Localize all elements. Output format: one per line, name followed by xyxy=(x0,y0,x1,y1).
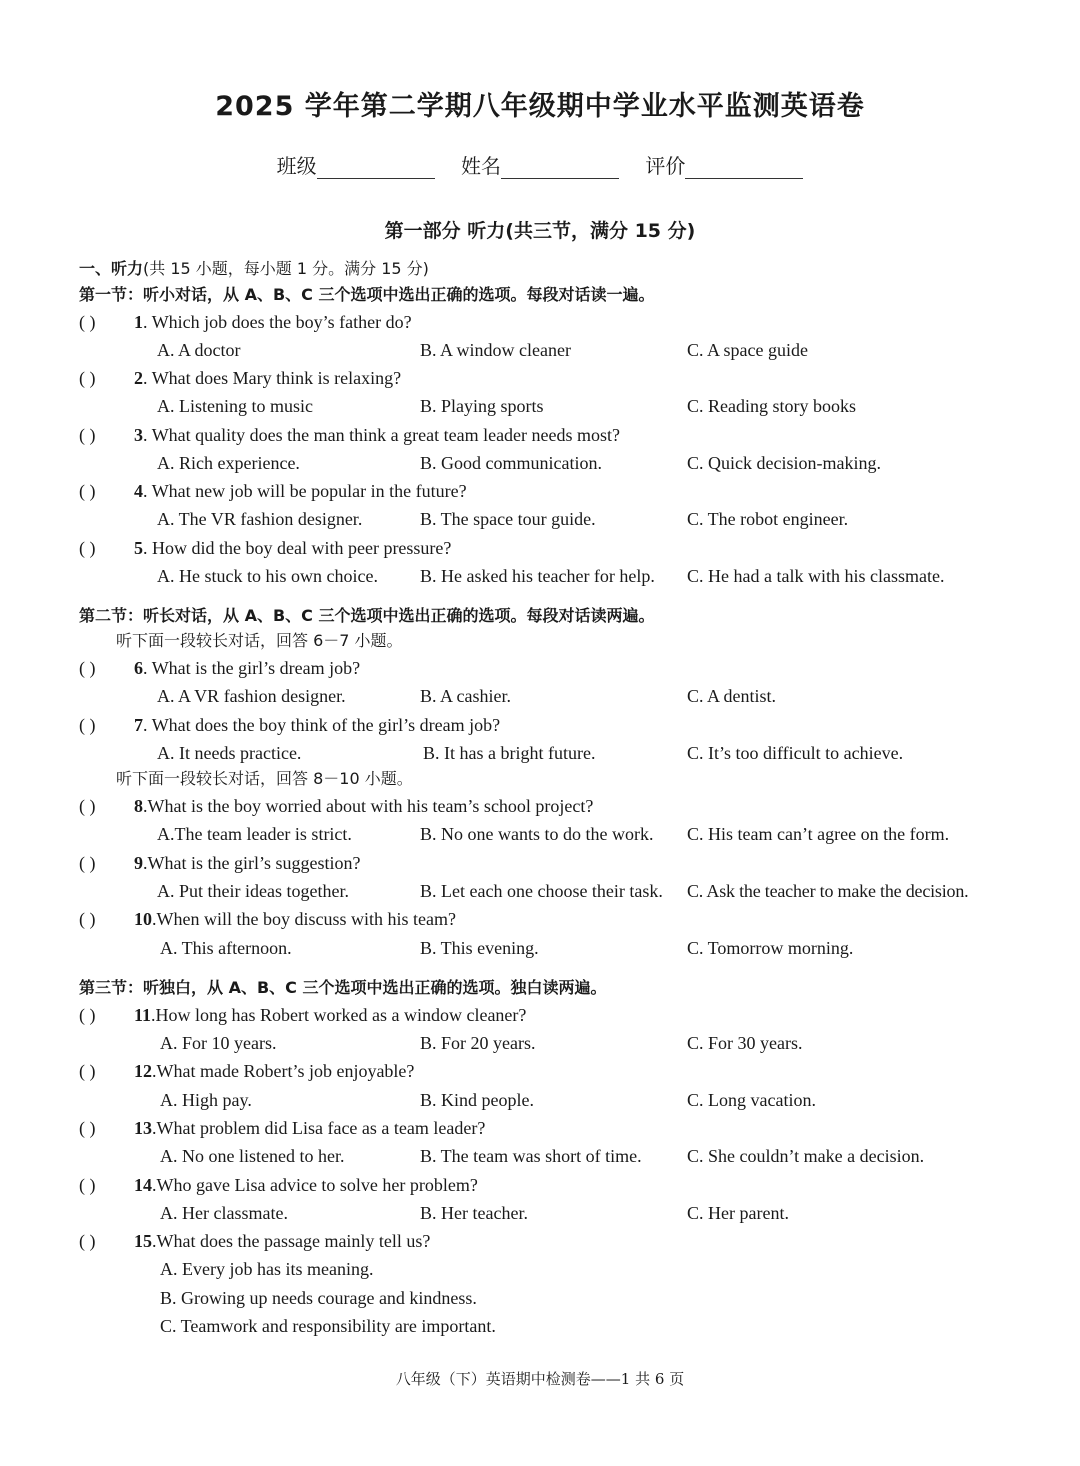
question-number: 12 xyxy=(134,1061,152,1081)
option-a[interactable]: A. High pay. xyxy=(160,1090,252,1110)
question-sep: . xyxy=(143,796,148,816)
question-text: What made Robert’s job enjoyable? xyxy=(156,1061,415,1081)
question-12 xyxy=(79,1060,414,1082)
option-c[interactable]: C. A space guide xyxy=(687,340,808,360)
answer-blank[interactable]: ( ) xyxy=(79,538,96,558)
answer-blank[interactable]: ( ) xyxy=(79,853,96,873)
option-b[interactable]: B. Playing sports xyxy=(420,396,544,416)
question-number: 8 xyxy=(134,796,143,816)
class-label: 班级 xyxy=(276,154,317,178)
question-text: What quality does the man think a great team leader needs most? xyxy=(151,425,621,445)
section-one-title: 第一节：听小对话，从 A、B、C 三个选项中选出正确的选项。每段对话读一遍。 xyxy=(79,285,655,304)
question-sep: . xyxy=(143,425,152,445)
question-number: 3 xyxy=(134,425,143,445)
question-1 xyxy=(79,311,412,333)
question-sep: . xyxy=(152,1231,157,1251)
question-5 xyxy=(79,537,451,559)
question-text: Which job does the boy’s father do? xyxy=(151,312,412,332)
option-b[interactable]: B. The space tour guide. xyxy=(420,509,596,529)
option-b[interactable]: B. Growing up needs courage and kindness. xyxy=(160,1288,477,1308)
option-a[interactable]: A. Put their ideas together. xyxy=(157,881,349,901)
question-sep: . xyxy=(143,658,152,678)
answer-blank[interactable]: ( ) xyxy=(79,368,96,388)
part-one-title: 第一部分 听力(共三节，满分 15 分) xyxy=(384,220,696,242)
option-a[interactable]: A. A doctor xyxy=(157,340,241,360)
option-b[interactable]: B. It has a bright future. xyxy=(423,743,596,763)
question-number: 11 xyxy=(134,1005,152,1025)
question-text: What does Mary think is relaxing? xyxy=(151,368,402,388)
option-c[interactable]: C. Teamwork and responsibility are important. xyxy=(160,1316,496,1336)
answer-blank[interactable]: ( ) xyxy=(79,1005,96,1025)
question-text: What is the boy worried about with his team’s school project? xyxy=(147,796,594,816)
option-b[interactable]: B. Let each one choose their task. xyxy=(420,881,663,901)
option-c[interactable]: C. Ask the teacher to make the decision. xyxy=(687,881,969,901)
question-8 xyxy=(79,795,593,817)
question-number: 13 xyxy=(134,1118,152,1138)
option-c[interactable]: C. The robot engineer. xyxy=(687,509,849,529)
option-b[interactable]: B. The team was short of time. xyxy=(420,1146,642,1166)
option-b[interactable]: B. Kind people. xyxy=(420,1090,534,1110)
option-c[interactable]: C. Her parent. xyxy=(687,1203,789,1223)
answer-blank[interactable]: ( ) xyxy=(79,425,96,445)
option-c[interactable]: C. A dentist. xyxy=(687,686,777,706)
listening-heading xyxy=(79,258,429,280)
answer-blank[interactable]: ( ) xyxy=(79,481,96,501)
question-number: 6 xyxy=(134,658,143,678)
question-number: 14 xyxy=(134,1175,152,1195)
section-three-title: 第三节：听独白，从 A、B、C 三个选项中选出正确的选项。独白读两遍。 xyxy=(79,978,607,997)
class-field[interactable] xyxy=(277,150,435,179)
answer-blank[interactable]: ( ) xyxy=(79,796,96,816)
question-2 xyxy=(79,367,401,389)
question-14 xyxy=(79,1174,478,1196)
section-two-note-2: 听下面一段较长对话，回答 8－10 小题。 xyxy=(116,769,413,788)
question-15 xyxy=(79,1230,430,1252)
section-two-note-1: 听下面一段较长对话，回答 6－7 小题。 xyxy=(116,631,403,650)
question-13 xyxy=(79,1117,485,1139)
answer-blank[interactable]: ( ) xyxy=(79,909,96,929)
question-4 xyxy=(79,480,467,502)
question-number: 15 xyxy=(134,1231,152,1251)
name-blank[interactable] xyxy=(501,158,619,179)
question-number: 4 xyxy=(134,481,143,501)
option-c[interactable]: C. Long vacation. xyxy=(687,1090,816,1110)
answer-blank[interactable]: ( ) xyxy=(79,1118,96,1138)
question-text: When will the boy discuss with his team? xyxy=(156,909,456,929)
class-blank[interactable] xyxy=(317,158,435,179)
question-3 xyxy=(79,424,620,446)
score-field[interactable] xyxy=(645,150,803,179)
option-c[interactable]: C. His team can’t agree on the form. xyxy=(687,824,950,844)
answer-blank[interactable]: ( ) xyxy=(79,312,96,332)
question-number: 7 xyxy=(134,715,143,735)
answer-blank[interactable]: ( ) xyxy=(79,1175,96,1195)
option-a[interactable]: A. Rich experience. xyxy=(157,453,300,473)
question-number: 1 xyxy=(134,312,143,332)
option-a[interactable]: A. For 10 years. xyxy=(160,1033,277,1053)
option-c[interactable]: C. For 30 years. xyxy=(687,1033,803,1053)
question-9 xyxy=(79,852,360,874)
option-a[interactable]: A. Listening to music xyxy=(157,396,313,416)
question-text: What problem did Lisa face as a team leader? xyxy=(156,1118,486,1138)
option-a[interactable]: A. A VR fashion designer. xyxy=(157,686,346,706)
question-text: How did the boy deal with peer pressure? xyxy=(152,538,452,558)
question-sep: . xyxy=(143,538,152,558)
question-11 xyxy=(79,1004,526,1026)
question-sep: . xyxy=(151,1005,156,1025)
option-a[interactable]: A. Her classmate. xyxy=(160,1203,288,1223)
option-b[interactable]: B. Good communication. xyxy=(420,453,602,473)
option-c[interactable]: C. Tomorrow morning. xyxy=(687,938,854,958)
listening-heading-bold: 一、听力 xyxy=(79,259,144,278)
question-sep: . xyxy=(152,1175,157,1195)
option-a[interactable]: A. Every job has its meaning. xyxy=(160,1259,374,1279)
option-a[interactable]: A. This afternoon. xyxy=(160,938,292,958)
option-a[interactable]: A. He stuck to his own choice. xyxy=(157,566,378,586)
question-number: 9 xyxy=(134,853,143,873)
question-7 xyxy=(79,714,500,736)
question-sep: . xyxy=(152,1118,157,1138)
name-label: 姓名 xyxy=(461,154,501,178)
option-c[interactable]: C. It’s too difficult to achieve. xyxy=(687,743,904,763)
question-text: Who gave Lisa advice to solve her problem? xyxy=(156,1175,478,1195)
name-field[interactable] xyxy=(461,150,619,179)
option-b[interactable]: B. For 20 years. xyxy=(420,1033,536,1053)
question-text: What new job will be popular in the future? xyxy=(151,481,467,501)
question-sep: . xyxy=(143,715,152,735)
option-c[interactable]: C. She couldn’t make a decision. xyxy=(687,1146,925,1166)
question-number: 2 xyxy=(134,368,143,388)
option-c[interactable]: C. He had a talk with his classmate. xyxy=(687,566,945,586)
exam-title: 2025 学年第二学期八年级期中学业水平监测英语卷 xyxy=(215,91,865,122)
score-blank[interactable] xyxy=(685,158,803,179)
option-b[interactable]: B. This evening. xyxy=(420,938,539,958)
section-two-title: 第二节：听长对话，从 A、B、C 三个选项中选出正确的选项。每段对话读两遍。 xyxy=(79,606,655,625)
option-b[interactable]: B. He asked his teacher for help. xyxy=(420,566,655,586)
question-10 xyxy=(79,908,456,930)
question-number: 10 xyxy=(134,909,152,929)
option-b[interactable]: B. A cashier. xyxy=(420,686,511,706)
question-text: How long has Robert worked as a window cleaner? xyxy=(155,1005,527,1025)
option-a[interactable]: A. It needs practice. xyxy=(157,743,302,763)
option-b[interactable]: B. No one wants to do the work. xyxy=(420,824,654,844)
student-info-row xyxy=(0,150,1080,179)
option-b[interactable]: B. Her teacher. xyxy=(420,1203,528,1223)
question-number: 5 xyxy=(134,538,143,558)
question-sep: . xyxy=(152,1061,157,1081)
question-sep: . xyxy=(143,853,148,873)
answer-blank[interactable]: ( ) xyxy=(79,1061,96,1081)
question-text: What does the boy think of the girl’s dream job? xyxy=(151,715,501,735)
question-6 xyxy=(79,657,360,679)
option-c[interactable]: C. Reading story books xyxy=(687,396,856,416)
question-sep: . xyxy=(152,909,157,929)
question-sep: . xyxy=(143,368,152,388)
question-text: What does the passage mainly tell us? xyxy=(156,1231,431,1251)
question-text: What is the girl’s suggestion? xyxy=(147,853,361,873)
option-c[interactable]: C. Quick decision-making. xyxy=(687,453,881,473)
answer-blank[interactable]: ( ) xyxy=(79,1231,96,1251)
question-sep: . xyxy=(143,312,152,332)
option-a[interactable]: A. No one listened to her. xyxy=(160,1146,345,1166)
answer-blank[interactable]: ( ) xyxy=(79,658,96,678)
option-a[interactable]: A. The VR fashion designer. xyxy=(157,509,363,529)
answer-blank[interactable]: ( ) xyxy=(79,715,96,735)
page-footer: 八年级（下）英语期中检测卷——1 共 6 页 xyxy=(395,1370,685,1388)
question-sep: . xyxy=(143,481,152,501)
listening-heading-rest: (共 15 小题，每小题 1 分。满分 15 分) xyxy=(143,259,429,278)
score-label: 评价 xyxy=(645,154,686,178)
option-a[interactable]: A.The team leader is strict. xyxy=(157,824,352,844)
question-text: What is the girl’s dream job? xyxy=(151,658,361,678)
option-b[interactable]: B. A window cleaner xyxy=(420,340,571,360)
